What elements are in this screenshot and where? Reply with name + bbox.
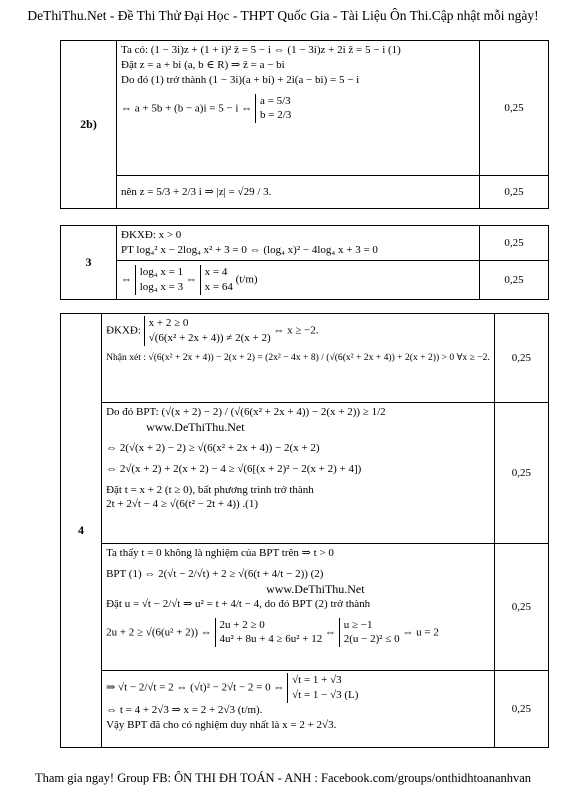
score: 0,25 [494,403,548,544]
solution-line: Do đó (1) trở thành (1 − 3i)(a + bi) + 2i(a − bi) = 5 − i [121,73,360,86]
score: 0,25 [480,261,549,300]
answer-table-2b [60,40,549,209]
question-label: 4 [61,314,102,748]
question-label: 2b) [61,41,117,209]
answer-table-3 [60,225,549,300]
score: 0,25 [480,41,549,176]
solution-line: Do đó BPT: (√(x + 2) − 2) / (√(6(x² + 2x + 4)) − 2(x + 2)) ≥ 1/2 [106,406,386,418]
solution-line: Đặt t = x + 2 (t ≥ 0), bất phương trình trở thành [106,483,314,496]
page-footer: Tham gia ngay! Group FB: ÔN THI ĐH TOÁN - ANH : Facebook.com/groups/onthidhtoananhvan [34,771,532,785]
page-header: DeThiThu.Net - Đề Thi Thử Đại Học - THPT Quốc Gia - Tài Liệu Ôn Thi.Cập nhật mỗi ngày! [27,8,539,23]
equation-system: √t = 1 + √3 √t = 1 − √3 (L) [287,673,358,703]
equation-system: 2u + 2 ≥ 0 4u² + 8u + 4 ≥ 6u² + 12 [215,618,323,648]
watermark: www.DeThiThu.Net [146,419,245,434]
solution-line: Đặt u = √t − 2/√t ⇒ u² = t + 4/t − 4, do đó BPT (2) trở thành [106,597,371,610]
solution-line: 2u + 2 ≥ √(6(u² + 2)) ⇔ 2u + 2 ≥ 0 4u² + 8u + 4 ≥ 6u² + 12 ⇔ u ≥ −1 2(u − 2)² ≤ 0 ⇔ u = 2 [106,618,439,646]
solution-line: ⇔ 2√(x + 2) + 2(x + 2) − 4 ≥ √(6[(x + 2)² − 2(x + 2) + 4]) [106,462,362,475]
solution-cell [102,314,495,403]
solution-line: ⇒ √t − 2/√t = 2 ⇔ (√t)² − 2√t − 2 = 0 ⇔ √t = 1 + √3 √t = 1 − √3 (L) [106,674,359,701]
solution-cell [102,544,495,671]
equation-system: u ≥ −1 2(u − 2)² ≤ 0 [339,618,400,648]
solution-line: Nhận xét : √(6(x² + 2x + 4)) − 2(x + 2) = (2x² − 4x + 8) / (√(6(x² + 2x + 4)) + 2(x + 2)) > 0 ∀x ≥ −2. [106,351,490,363]
question-label: 3 [61,226,117,300]
score: 0,25 [480,226,549,261]
solution-line: Vậy BPT đã cho có nghiệm duy nhất là x = 2 + 2√3. [106,718,337,731]
solution-line: BPT (1) ⇔ 2(√t − 2/√t) + 2 ≥ √(6(t + 4/t − 2)) (2) [106,567,324,580]
answer-table-4 [60,313,549,748]
score: 0,25 [494,544,548,671]
solution-line: Ta thấy t = 0 không là nghiệm của BPT trên ⇒ t > 0 [106,547,334,559]
solution-line: nên z = 5/3 + 2/3 i ⇒ |z| = √29 / 3. [121,185,272,198]
solution-line: Đặt z = a + bi (a, b ∈ R) ⇒ z̄ = a − bi [121,58,285,71]
solution-cell [102,671,495,748]
solution-line: 2t + 2√t − 4 ≥ √(6(t² − 2t + 4)) .(1) [106,498,258,511]
equation-system: a = 5/3 b = 2/3 [255,94,291,124]
equation-system: log₄ x = 1 log₄ x = 3 [135,265,183,295]
solution-line: Ta có: (1 − 3i)z + (1 + i)² z̄ = 5 − i ⇔ (1 − 3i)z + 2i z̄ = 5 − i (1) [121,44,401,56]
solution-line: PT log₄² x − 2log₄ x² + 3 = 0 ⇔ (log₄ x)² − 4log₄ x + 3 = 0 [121,243,378,256]
solution-cell [102,403,495,544]
score: 0,25 [494,671,548,748]
solution-line: ⇔ t = 4 + 2√3 ⇒ x = 2 + 2√3 (t/m). [106,703,263,716]
equation-system: x = 4 x = 64 [200,265,233,295]
solution-line: ⇔ 2(√(x + 2) − 2) ≥ √(6(x² + 2x + 4)) − 2(x + 2) [106,441,320,454]
solution-cell [117,261,480,300]
solution-line: ⇔ a + 5b + (b − a)i = 5 − i ⇔ a = 5/3 b = 2/3 [121,94,292,122]
solution-cell [117,41,480,176]
score: 0,25 [480,176,549,209]
solution-cell [117,176,480,209]
solution-line: ⇔ log₄ x = 1 log₄ x = 3 ⇔ x = 4 x = 64 (t/m) [121,266,258,293]
solution-line: ĐKXĐ: x > 0 [121,229,182,241]
score: 0,25 [494,314,548,403]
solution-cell [117,226,480,261]
solution-line: ĐKXĐ: x + 2 ≥ 0 √(6(x² + 2x + 4)) ≠ 2(x + 2) ⇔ x ≥ −2. [106,317,319,344]
equation-system: x + 2 ≥ 0 √(6(x² + 2x + 4)) ≠ 2(x + 2) [144,316,271,346]
watermark: www.DeThiThu.Net [266,581,365,596]
